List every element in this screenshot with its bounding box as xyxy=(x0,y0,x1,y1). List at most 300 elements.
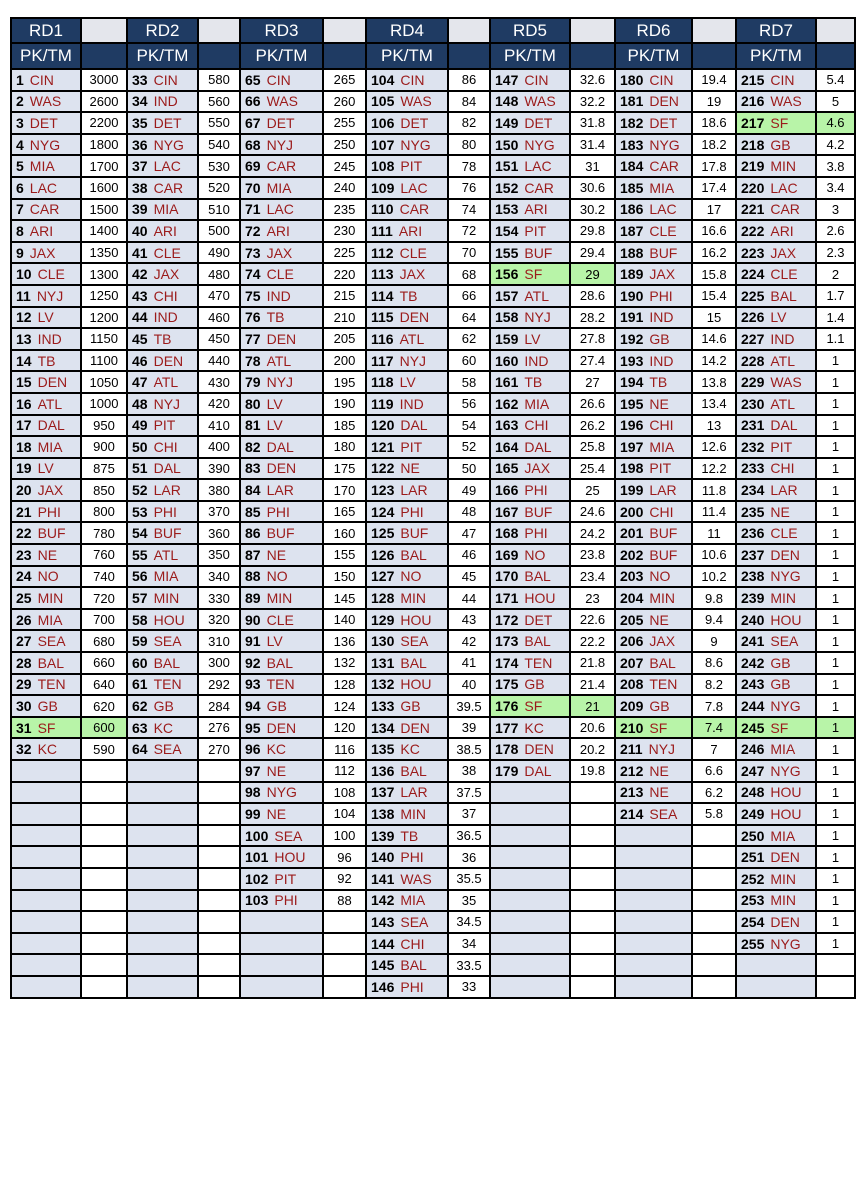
pick-cell xyxy=(366,522,448,544)
table-row xyxy=(11,522,855,544)
pick-cell xyxy=(615,760,692,782)
pick-value: 560 xyxy=(198,91,240,113)
pick-number: 23 xyxy=(16,546,32,563)
pick-number: 20 xyxy=(16,482,32,499)
pick-cell xyxy=(490,134,570,156)
pick-cell xyxy=(240,479,323,501)
pick-value: 1 xyxy=(816,350,855,372)
empty-value-cell xyxy=(81,846,127,868)
pick-cell xyxy=(736,609,816,631)
pick-cell xyxy=(366,458,448,480)
team-code: NYG xyxy=(770,762,801,779)
team-code: HOU xyxy=(400,611,432,628)
team-code: MIN xyxy=(153,590,180,607)
pick-number: 121 xyxy=(371,438,395,455)
empty-pick-cell xyxy=(240,911,323,933)
team-code: TB xyxy=(649,374,668,391)
pick-number: 104 xyxy=(371,71,395,88)
pick-cell xyxy=(240,134,323,156)
empty-value-cell xyxy=(323,976,366,998)
pick-cell xyxy=(366,436,448,458)
value-header xyxy=(570,43,615,69)
table-row xyxy=(11,393,855,415)
team-code: JAX xyxy=(153,266,180,283)
team-code: IND xyxy=(266,287,291,304)
pick-number: 218 xyxy=(741,136,765,153)
table-row xyxy=(11,544,855,566)
pick-value: 27 xyxy=(570,371,615,393)
pick-number: 243 xyxy=(741,676,765,693)
pick-value: 1 xyxy=(816,652,855,674)
empty-value-cell xyxy=(198,933,240,955)
team-code: MIN xyxy=(400,590,427,607)
pick-value: 145 xyxy=(323,587,366,609)
pick-value: 1 xyxy=(816,911,855,933)
pick-value: 284 xyxy=(198,695,240,717)
pick-value: 9.4 xyxy=(692,609,736,631)
table-row xyxy=(11,846,855,868)
pick-cell xyxy=(127,134,198,156)
pick-number: 211 xyxy=(620,741,643,758)
pick-value: 440 xyxy=(198,350,240,372)
team-code: NE xyxy=(266,546,287,563)
pick-cell xyxy=(366,285,448,307)
pick-cell xyxy=(127,738,198,760)
empty-value-cell xyxy=(198,868,240,890)
team-code: DET xyxy=(524,611,553,628)
pick-value: 43 xyxy=(448,609,490,631)
pick-cell xyxy=(615,652,692,674)
pick-number: 60 xyxy=(132,654,148,671)
pick-number: 141 xyxy=(371,870,395,887)
empty-pick-cell xyxy=(490,954,570,976)
team-code: ARI xyxy=(524,201,548,218)
empty-pick-cell xyxy=(127,890,198,912)
pick-number: 225 xyxy=(741,287,765,304)
team-code: NE xyxy=(266,805,287,822)
pick-value: 70 xyxy=(448,242,490,264)
table-row xyxy=(11,458,855,480)
pick-cell xyxy=(736,890,816,912)
pick-cell xyxy=(615,285,692,307)
team-code: CAR xyxy=(266,158,297,175)
pick-value: 276 xyxy=(198,717,240,739)
pick-number: 16 xyxy=(16,395,32,412)
pick-cell xyxy=(366,199,448,221)
pick-number: 196 xyxy=(620,417,644,434)
pick-number: 247 xyxy=(741,762,765,779)
pick-number: 135 xyxy=(371,741,395,758)
pick-value: 82 xyxy=(448,112,490,134)
pick-value: 490 xyxy=(198,242,240,264)
pick-number: 44 xyxy=(132,309,148,326)
pick-value: 10.6 xyxy=(692,544,736,566)
pick-cell xyxy=(11,307,81,329)
pick-value: 1 xyxy=(816,803,855,825)
pick-cell xyxy=(736,436,816,458)
table-row xyxy=(11,782,855,804)
pick-number: 122 xyxy=(371,460,395,477)
team-code: MIA xyxy=(524,395,550,412)
pick-number: 166 xyxy=(495,482,519,499)
pick-value: 31.8 xyxy=(570,112,615,134)
pick-number: 108 xyxy=(371,158,395,175)
pick-number: 246 xyxy=(741,741,765,758)
round-header-blank xyxy=(323,18,366,43)
pick-number: 105 xyxy=(371,93,395,110)
pick-value: 900 xyxy=(81,436,127,458)
team-code: TB xyxy=(524,374,543,391)
pick-number: 22 xyxy=(16,525,32,542)
empty-value-cell xyxy=(570,890,615,912)
pick-number: 110 xyxy=(371,201,394,218)
pick-cell xyxy=(240,760,323,782)
pick-number: 138 xyxy=(371,805,395,822)
table-row xyxy=(11,155,855,177)
pick-number: 240 xyxy=(741,611,765,628)
pick-number: 232 xyxy=(741,438,765,455)
pick-number: 162 xyxy=(495,395,519,412)
pick-number: 127 xyxy=(371,568,395,585)
team-code: NYG xyxy=(400,136,431,153)
empty-pick-cell xyxy=(615,825,692,847)
team-code: CAR xyxy=(29,201,60,218)
pick-value: 136 xyxy=(323,630,366,652)
pick-cell xyxy=(366,177,448,199)
pick-number: 39 xyxy=(132,201,148,218)
pick-number: 100 xyxy=(245,827,269,844)
pick-number: 137 xyxy=(371,784,395,801)
pick-value: 16.6 xyxy=(692,220,736,242)
pick-number: 78 xyxy=(245,352,261,369)
team-code: HOU xyxy=(400,676,432,693)
pick-value: 60 xyxy=(448,350,490,372)
pick-value: 29.8 xyxy=(570,220,615,242)
pick-cell xyxy=(736,717,816,739)
pick-value: 1 xyxy=(816,760,855,782)
pick-number: 220 xyxy=(741,179,765,196)
team-code: NYG xyxy=(29,136,61,153)
table-row xyxy=(11,652,855,674)
pick-cell xyxy=(127,220,198,242)
pick-value: 700 xyxy=(81,609,127,631)
pick-number: 167 xyxy=(495,503,519,520)
pick-number: 52 xyxy=(132,482,148,499)
pick-number: 198 xyxy=(620,460,644,477)
pick-number: 117 xyxy=(371,352,394,369)
pick-number: 50 xyxy=(132,438,148,455)
pick-number: 152 xyxy=(495,179,519,196)
pick-value: 1 xyxy=(816,522,855,544)
pick-number: 202 xyxy=(620,546,644,563)
pick-value: 28.6 xyxy=(570,285,615,307)
pick-value: 270 xyxy=(198,738,240,760)
team-code: TB xyxy=(153,330,172,347)
pick-number: 56 xyxy=(132,568,148,585)
pick-value: 26.6 xyxy=(570,393,615,415)
empty-value-cell xyxy=(323,911,366,933)
empty-pick-cell xyxy=(127,782,198,804)
pick-value: 1 xyxy=(816,566,855,588)
pick-number: 77 xyxy=(245,330,261,347)
team-code: BUF xyxy=(524,244,553,261)
table-row xyxy=(11,371,855,393)
pick-cell xyxy=(240,350,323,372)
round-title-rd7: RD7 xyxy=(736,18,816,43)
pick-value: 230 xyxy=(323,220,366,242)
pick-value: 1000 xyxy=(81,393,127,415)
pick-cell xyxy=(615,501,692,523)
pick-cell xyxy=(240,415,323,437)
pick-cell xyxy=(240,69,323,91)
team-code: HOU xyxy=(274,849,306,866)
pick-cell xyxy=(615,803,692,825)
pick-team-header: PK/TM xyxy=(366,43,448,69)
team-code: MIN xyxy=(770,590,797,607)
team-code: NO xyxy=(524,546,546,563)
pick-value: 265 xyxy=(323,69,366,91)
pick-number: 219 xyxy=(741,158,765,175)
pick-cell xyxy=(736,112,816,134)
pick-cell xyxy=(127,587,198,609)
pick-number: 244 xyxy=(741,698,765,715)
empty-pick-cell xyxy=(490,890,570,912)
pick-number: 31 xyxy=(16,719,32,736)
pick-value: 235 xyxy=(323,199,366,221)
pick-value: 185 xyxy=(323,415,366,437)
team-code: CLE xyxy=(153,244,181,261)
pick-number: 47 xyxy=(132,374,148,391)
empty-pick-cell xyxy=(127,846,198,868)
pick-value: 760 xyxy=(81,544,127,566)
pick-number: 97 xyxy=(245,762,261,779)
team-code: PHI xyxy=(274,892,298,909)
pick-value: 470 xyxy=(198,285,240,307)
pick-cell xyxy=(490,760,570,782)
pick-value: 66 xyxy=(448,285,490,307)
team-code: NE xyxy=(649,762,669,779)
empty-value-cell xyxy=(81,868,127,890)
team-code: DEN xyxy=(266,460,297,477)
team-code: GB xyxy=(770,676,791,693)
pick-value: 41 xyxy=(448,652,490,674)
team-code: MIN xyxy=(649,590,676,607)
pick-cell xyxy=(490,566,570,588)
pick-value: 7.8 xyxy=(692,695,736,717)
pick-cell xyxy=(490,371,570,393)
pick-value: 390 xyxy=(198,458,240,480)
pick-value: 170 xyxy=(323,479,366,501)
pick-value: 165 xyxy=(323,501,366,523)
pick-cell xyxy=(127,112,198,134)
pick-number: 86 xyxy=(245,525,261,542)
pick-cell xyxy=(240,544,323,566)
pick-cell xyxy=(615,242,692,264)
empty-value-cell xyxy=(692,954,736,976)
round-header-blank xyxy=(816,18,855,43)
pick-number: 191 xyxy=(620,309,644,326)
pick-number: 175 xyxy=(495,676,519,693)
empty-pick-cell xyxy=(490,825,570,847)
pick-value: 140 xyxy=(323,609,366,631)
pick-value: 6.2 xyxy=(692,782,736,804)
empty-pick-cell xyxy=(490,911,570,933)
pick-number: 143 xyxy=(371,913,395,930)
round-header-blank xyxy=(692,18,736,43)
pick-number: 65 xyxy=(245,71,261,88)
pick-value: 2.6 xyxy=(816,220,855,242)
team-code: BAL xyxy=(400,546,427,563)
pick-number: 154 xyxy=(495,222,519,239)
pick-cell xyxy=(127,566,198,588)
empty-value-cell xyxy=(198,911,240,933)
team-code: MIA xyxy=(770,827,796,844)
pick-number: 251 xyxy=(741,849,765,866)
pick-number: 119 xyxy=(371,395,394,412)
pick-cell xyxy=(490,695,570,717)
pick-value: 108 xyxy=(323,782,366,804)
pick-value: 19.4 xyxy=(692,69,736,91)
pick-value: 350 xyxy=(198,544,240,566)
pick-number: 51 xyxy=(132,460,148,477)
pick-number: 84 xyxy=(245,482,261,499)
pick-value: 42 xyxy=(448,630,490,652)
table-row xyxy=(11,134,855,156)
empty-value-cell xyxy=(570,868,615,890)
pick-number: 96 xyxy=(245,741,261,758)
pick-number: 13 xyxy=(16,330,32,347)
pick-value: 1300 xyxy=(81,263,127,285)
pick-value: 430 xyxy=(198,371,240,393)
team-code: JAX xyxy=(649,633,676,650)
team-code: LAC xyxy=(400,179,428,196)
team-code: NYJ xyxy=(524,309,551,326)
team-code: DAL xyxy=(770,417,798,434)
pick-cell xyxy=(736,479,816,501)
pick-value: 22.2 xyxy=(570,630,615,652)
pick-value: 160 xyxy=(323,522,366,544)
pick-cell xyxy=(240,890,323,912)
team-code: WAS xyxy=(770,374,802,391)
pick-cell xyxy=(11,674,81,696)
pick-value: 29 xyxy=(570,263,615,285)
round-header-row xyxy=(11,18,855,43)
pick-value: 330 xyxy=(198,587,240,609)
pick-number: 130 xyxy=(371,633,395,650)
team-code: DAL xyxy=(266,438,294,455)
team-code: BAL xyxy=(770,287,797,304)
pick-number: 32 xyxy=(16,741,32,758)
pick-number: 21 xyxy=(16,503,32,520)
pick-cell xyxy=(615,544,692,566)
pick-value: 210 xyxy=(323,307,366,329)
pick-number: 185 xyxy=(620,179,644,196)
pick-number: 255 xyxy=(741,935,765,952)
team-code: DEN xyxy=(524,741,554,758)
pick-cell xyxy=(736,307,816,329)
empty-value-cell xyxy=(570,825,615,847)
pick-cell xyxy=(240,609,323,631)
pick-cell xyxy=(11,328,81,350)
round-header-blank xyxy=(81,18,127,43)
empty-pick-cell xyxy=(127,976,198,998)
pick-value: 58 xyxy=(448,371,490,393)
pick-number: 92 xyxy=(245,654,261,671)
pick-value: 530 xyxy=(198,155,240,177)
table-row xyxy=(11,91,855,113)
empty-value-cell xyxy=(570,976,615,998)
pick-number: 43 xyxy=(132,287,148,304)
team-code: ATL xyxy=(524,287,549,304)
pick-cell xyxy=(127,717,198,739)
team-code: WAS xyxy=(29,93,62,110)
pick-number: 146 xyxy=(371,978,395,995)
team-code: GB xyxy=(770,136,791,153)
team-code: CAR xyxy=(524,179,554,196)
team-code: TEN xyxy=(524,654,553,671)
table-row xyxy=(11,695,855,717)
pick-value: 19.8 xyxy=(570,760,615,782)
pick-number: 14 xyxy=(16,352,32,369)
pick-cell xyxy=(366,933,448,955)
team-code: MIA xyxy=(37,438,63,455)
pick-number: 124 xyxy=(371,503,395,520)
pick-value: 17.4 xyxy=(692,177,736,199)
empty-pick-cell xyxy=(11,890,81,912)
pick-cell xyxy=(240,825,323,847)
pick-cell xyxy=(11,285,81,307)
team-code: HOU xyxy=(770,784,802,801)
value-header xyxy=(816,43,855,69)
team-code: MIA xyxy=(29,158,55,175)
pick-value: 36 xyxy=(448,846,490,868)
pick-value: 1500 xyxy=(81,199,127,221)
team-code: ARI xyxy=(770,222,794,239)
table-row xyxy=(11,911,855,933)
pick-cell xyxy=(615,155,692,177)
team-code: WAS xyxy=(770,93,802,110)
team-code: KC xyxy=(37,741,58,758)
team-code: NYJ xyxy=(648,741,676,758)
pick-cell xyxy=(11,479,81,501)
pick-number: 201 xyxy=(620,525,644,542)
pick-number: 4 xyxy=(16,136,24,153)
pick-number: 128 xyxy=(371,590,395,607)
team-code: PHI xyxy=(153,503,177,520)
team-code: MIA xyxy=(153,201,179,218)
pick-cell xyxy=(490,242,570,264)
pick-value: 1.4 xyxy=(816,307,855,329)
team-code: TEN xyxy=(37,676,66,693)
team-code: LV xyxy=(37,309,54,326)
pick-value: 1200 xyxy=(81,307,127,329)
pick-number: 190 xyxy=(620,287,644,304)
pick-value: 175 xyxy=(323,458,366,480)
pick-number: 235 xyxy=(741,503,765,520)
team-code: LAR xyxy=(400,482,428,499)
pick-cell xyxy=(736,220,816,242)
table-row xyxy=(11,328,855,350)
pick-value: 620 xyxy=(81,695,127,717)
pick-cell xyxy=(240,738,323,760)
pick-number: 80 xyxy=(245,395,261,412)
table-row xyxy=(11,69,855,91)
pick-number: 157 xyxy=(495,287,519,304)
pick-number: 213 xyxy=(620,784,644,801)
pick-cell xyxy=(240,652,323,674)
pick-number: 15 xyxy=(16,374,32,391)
pick-cell xyxy=(11,350,81,372)
